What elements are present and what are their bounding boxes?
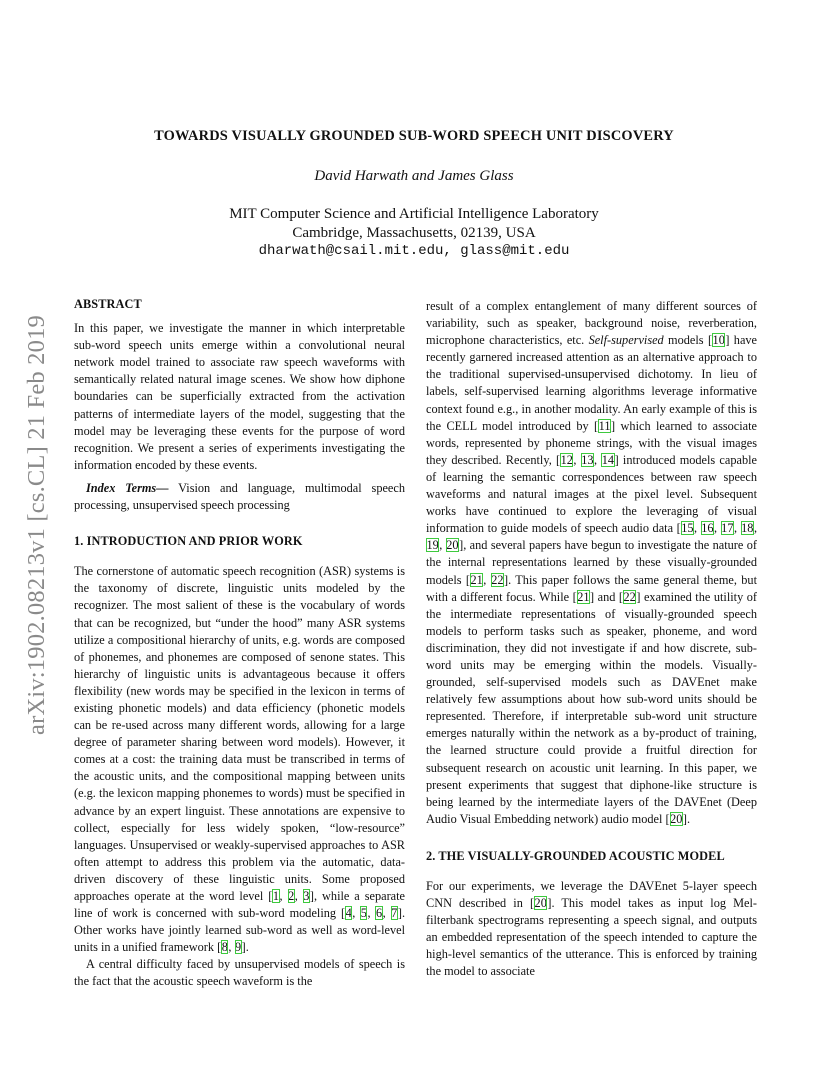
text-run: which learned to associate words, represented by phoneme strings, with the visual images they described. Recently, — [426, 418, 757, 467]
text-run: For our experiments, we leverage the DAVEnet 5-layer speech CNN described in — [426, 879, 757, 911]
text-run: . Other works have jointly learned sub-word as well as word-level units in a unified framework — [74, 906, 406, 955]
citation-link[interactable]: 22 — [491, 572, 504, 587]
citation-link[interactable]: 22 — [623, 589, 636, 604]
text-run: models — [663, 333, 708, 348]
citation-link[interactable]: 21 — [577, 589, 590, 604]
paper-authors: David Harwath and James Glass — [314, 168, 514, 184]
citation-link[interactable]: 9 — [235, 940, 242, 955]
citation-link[interactable]: 17 — [721, 521, 734, 536]
citation-link[interactable]: 10 — [712, 333, 725, 348]
text-run: , and several papers have begun to investigate the nature of the internal representations learned by these visually-grounded models — [426, 538, 758, 587]
arxiv-id: arXiv:1902.08213v1 [cs.CL] 21 Feb 2019 — [23, 315, 50, 735]
index-terms — [74, 480, 405, 514]
text-run: Self-supervised — [588, 333, 664, 348]
text-run: examined the utility of the intermediate representations of visually-grounded speech models to perform tasks such as speaker, phoneme, and word discrimination, they did not investigate if and how discrete, sub-word units may be emerging within the models. Visually-grounded, self-supervised models such as DAVEnet make relatively few assumptions about how sub-word units should be represented. Therefore, if interpretable sub-word unit structure emerges naturally within the network as a by-product of training, the learned structure could provide a fruitful direction for subsequent research on acoustic unit learning. In this paper, we present experiments that suggest that diphone-like structure is being learned by the intermediate layers of the DAVEnet (Deep Audio Visual Embedding network) audio model — [426, 589, 757, 826]
text-run: . — [687, 811, 691, 826]
citation-link[interactable]: 3 — [303, 889, 310, 903]
citation-link[interactable]: 7 — [391, 906, 398, 921]
text-run: The cornerstone of automatic speech recognition (ASR) systems is the taxonomy of discrete, linguistic units modeled by the recognizer. The most salient of these is the vocabulary of words that can be recognized, but “under the hood” many ASR systems utilize a compositional hierarchy of units, e.g. words are composed of phonemes, and phonemes are composed of senone states. This hierarchy of linguistic units is advantageous because it offers flexibility (new words may be specified in the lexicon in terms of existing phonetic models) and data efficiency (phonetic models can be re-used across many different words, allowing for a large degree of parameter sharing between word models). However, it comes at a cost: the training data must be transcribed in terms of the acoustic units, and the compositional mapping between units (e.g. the lexicon mapping phonemes to words) must be specified in advance by an expert linguist. These annotations are expensive to collect, especially for less widely spoken, “low-resource” languages. Unsupervised or weakly-supervised approaches to ASR often attempt to address this problem via the automatic, data-driven discovery of these linguistic units. Some proposed approaches operate at the word level — [74, 564, 405, 903]
text-run: . — [245, 940, 249, 955]
citation-link[interactable]: 15 — [681, 521, 694, 536]
citation-link[interactable]: 20 — [534, 896, 547, 911]
abstract-text: In this paper, we investigate the manner in which interpretable sub-word speech units emerge within a convolutional neural network model trained to associate raw speech waveforms with semantically related natural image scenes. We show how diphone boundaries can be superficially extracted from the activation patterns of intermediate layers of the model, suggesting that the model may be leveraging these events for the purpose of word recognition. We present a series of experiments investigating the information encoded by these events. — [74, 321, 405, 472]
left-column — [74, 296, 405, 991]
citation-link[interactable]: 21 — [470, 572, 483, 587]
citation-link[interactable]: 11 — [598, 418, 611, 433]
section-1-paragraph-1: The cornerstone of automatic speech recognition (ASR) systems is the taxonomy of discrete, linguistic units modeled by the recognizer. The most salient of these is the vocabulary of words that can be recognized, but “under the hood” many ASR systems utilize a compositional hierarchy of units, e.g. words are composed of phonemes, and phonemes are composed of senone states. This hierarchy of linguistic units is advantageous because it offers flexibility (new words may be specified in the lexicon in terms of existing phonetic models) and data efficiency (phonetic models can be re-used across many different words, allowing for a large degree of parameter sharing between word models). However, it comes at a cost: the training data must be transcribed in terms of the acoustic units, and the compositional mapping between units (e.g. the lexicon mapping phonemes to words) must be specified in advance by an expert linguist. These annotations are expensive to collect, especially for less widely spoken, “low-resource” languages. Unsupervised or weakly-supervised approaches to ASR often attempt to address this problem via the automatic, data-driven discovery of these linguistic units. Some proposed approaches operate at the word level [1, 2, 3], while a separate line of work is concerned with sub-word modeling [4, 5, 6, 7]. Other works have jointly learned sub-word as well as word-level units in a unified framework [8, 9]. — [74, 564, 406, 955]
text-run: introduced models capable of learning the semantic correspondences between raw speech waveforms and natural images at the pixel level. Subsequent works have continued to explore the leveraging of visual information to guide models of speech audio data — [426, 452, 757, 536]
arxiv-stamp — [22, 290, 52, 760]
citation-link[interactable]: 4 — [345, 906, 352, 921]
citation-link[interactable]: 20 — [446, 538, 459, 553]
citation-link[interactable]: 19 — [426, 538, 439, 553]
right-column — [426, 298, 757, 981]
affiliation-line-2: Cambridge, Massachusetts, 02139, USA — [292, 225, 536, 241]
section-2-paragraph-1: For our experiments, we leverage the DAVEnet 5-layer speech CNN described in [20]. This model takes as input log Mel-filterbank spectrograms representing a speech signal, and outputs an embedded representation of the speech intended to capture the high-level semantics of the utterance. This is enforced by training the model to associate — [426, 879, 757, 979]
citation-link[interactable]: 8 — [221, 940, 228, 955]
abstract-heading: ABSTRACT — [74, 297, 142, 311]
text-run: have recently garnered increased attention as an alternative approach to the traditional supervised-unsupervised dichotomy. In lieu of labels, self-supervised learning algorithms leverage informative context found e.g., in another modality. An early example of this is the CELL model introduced by — [426, 333, 758, 433]
text-run: result of a complex entanglement of many different sources of variability, such as speaker, background noise, reverberation, microphone characteristics, etc. — [426, 299, 757, 348]
paper-title: TOWARDS VISUALLY GROUNDED SUB-WORD SPEECH UNIT DISCOVERY — [154, 128, 674, 144]
index-terms-text: Vision and language, multimodal speech processing, unsupervised speech processing — [74, 480, 405, 513]
citation-link[interactable]: 2 — [288, 889, 295, 903]
citation-link[interactable]: 1 — [272, 889, 280, 903]
affiliation-line-1: MIT Computer Science and Artificial Intelligence Laboratory — [229, 206, 599, 222]
text-run: . This paper follows the same general theme, but with a different focus. While — [426, 572, 757, 604]
citation-link[interactable]: 6 — [375, 906, 383, 921]
citation-link[interactable]: 18 — [741, 521, 754, 536]
citation-link[interactable]: 16 — [701, 521, 714, 536]
text-run: and — [594, 589, 619, 604]
author-emails: dharwath@csail.mit.edu, glass@mit.edu — [258, 243, 570, 259]
text-run: , while a separate line of work is concerned with sub-word modeling — [74, 889, 405, 921]
citation-link[interactable]: 20 — [670, 811, 683, 826]
index-terms-label: Index Terms— — [86, 480, 169, 495]
citation-link[interactable]: 12 — [560, 452, 573, 467]
citation-link[interactable]: 5 — [360, 906, 367, 921]
text-run: . This model takes as input log Mel-filterbank spectrograms representing a speech signal, and outputs an embedded representation of the speech intended to capture the high-level semantics of the utterance. This is enforced by training the model to associate — [426, 896, 757, 979]
section-1-paragraph-2-cont: result of a complex entanglement of many different sources of variability, such as speaker, background noise, reverberation, microphone characteristics, etc. Self-supervised models [10] have recently garnered increased attention as an alternative approach to the traditional supervised-unsupervised dichotomy. In lieu of labels, self-supervised learning algorithms leverage informative context found e.g., in another modality. An early example of this is the CELL model introduced by [11] which learned to associate words, represented by phoneme strings, with the visual images they described. Recently, [12, 13, 14] introduced models capable of learning the semantic correspondences between raw speech waveforms and natural images at the pixel level. Subsequent works have continued to explore the leveraging of visual information to guide models of speech audio data [15, 16, 17, 18, 19, 20], and several papers have begun to investigate the nature of the internal representations learned by these visually-grounded models [21, 22]. This paper follows the same general theme, but with a different focus. While [21] and [22] examined the utility of the intermediate representations of visually-grounded speech models to perform tasks such as speaker, phoneme, and word discrimination, they did not investigate if and how discrete, sub-word units may be emerging within the models. Visually-grounded, self-supervised models such as DAVEnet make relatively few assumptions about how sub-word units should be represented. Therefore, if interpretable sub-word unit structure emerges naturally within the network as a by-product of training, the learned structure could provide a fruitful direction for subsequent research on acoustic unit learning. In this paper, we present experiments that suggest that diphone-like structure is being learned by the intermediate layers of the DAVEnet (Deep Audio Visual Embedding network) audio model [20]. — [426, 299, 758, 826]
citation-link[interactable]: 14 — [601, 452, 615, 467]
section-1-heading: 1. INTRODUCTION AND PRIOR WORK — [74, 534, 303, 549]
section-2-heading: 2. THE VISUALLY-GROUNDED ACOUSTIC MODEL — [426, 848, 725, 863]
citation-link[interactable]: 13 — [581, 452, 594, 467]
section-1-paragraph-2-start: A central difficulty faced by unsupervised models of speech is the fact that the acoustic speech waveform is the — [74, 957, 405, 989]
